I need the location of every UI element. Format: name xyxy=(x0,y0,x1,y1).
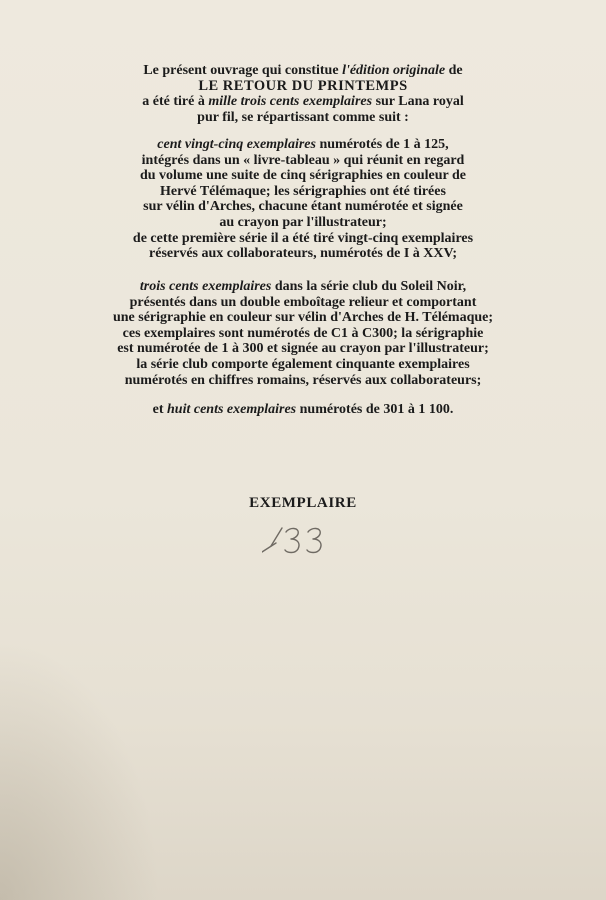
section1-line: réservés aux collaborateurs, numérotés de I à XXV; xyxy=(149,246,457,262)
section1-text: numérotés de 1 à 125, xyxy=(315,137,449,152)
section2-line: une sérigraphie en couleur sur vélin d'Arches de H. Télémaque; xyxy=(112,310,494,326)
section3-line xyxy=(0,402,606,418)
section2-line: présentés dans un double emboîtage relieur et comportant xyxy=(129,294,477,310)
exemplaire-label: EXEMPLAIRE xyxy=(249,495,357,511)
section-serie-courante xyxy=(0,402,606,418)
section1-line: intégrés dans un « livre-tableau » qui réunit en regard xyxy=(141,152,465,168)
section1-line-1 xyxy=(0,137,606,153)
intro-text: Le présent ouvrage qui constitue xyxy=(143,63,343,78)
section-livre-tableau xyxy=(0,137,606,262)
section2-line: la série club comporte également cinquante exemplaires xyxy=(136,356,470,372)
section3-emphasis: huit cents exemplaires xyxy=(167,402,297,417)
handwritten-number-glyphs xyxy=(262,522,342,558)
intro-line-1 xyxy=(0,63,606,79)
section3-text: et xyxy=(152,402,168,417)
intro-emphasis: l'édition originale xyxy=(342,63,446,78)
intro-text: de xyxy=(445,63,463,78)
section2-line: numérotés en chiffres romains, réservés aux collaborateurs; xyxy=(124,372,482,388)
section2-line: est numérotée de 1 à 300 et signée au crayon par l'illustrateur; xyxy=(117,341,489,357)
intro-line-4: pur fil, se répartissant comme suit : xyxy=(197,109,409,125)
book-title: LE RETOUR DU PRINTEMPS xyxy=(198,77,408,94)
section3-text: numérotés de 301 à 1 100. xyxy=(296,402,454,417)
section-serie-club xyxy=(0,279,606,388)
section1-line: au crayon par l'illustrateur; xyxy=(219,214,387,230)
handwritten-number xyxy=(262,522,342,563)
intro-emphasis: mille trois cents exemplaires xyxy=(208,94,373,110)
section2-emphasis: trois cents exemplaires xyxy=(139,279,272,294)
intro-text: a été tiré à xyxy=(142,94,209,110)
intro-paragraph xyxy=(0,63,606,125)
section1-emphasis: cent vingt-cinq exemplaires xyxy=(157,137,316,152)
section1-line: de cette première série il a été tiré vingt-cinq exemplaires xyxy=(132,230,474,246)
section2-line: ces exemplaires sont numérotés de C1 à C300; la sérigraphie xyxy=(122,325,484,341)
section2-text: dans la série club du Soleil Noir, xyxy=(271,279,467,294)
intro-line-3 xyxy=(0,94,606,110)
section1-line: du volume une suite de cinq sérigraphies en couleur de xyxy=(139,168,467,184)
section1-line: Hervé Télémaque; les sérigraphies ont été tirées xyxy=(160,183,446,199)
section1-line: sur vélin d'Arches, chacune étant numérotée et signée xyxy=(143,199,463,215)
section2-line-1 xyxy=(0,279,606,295)
page-shadow xyxy=(0,640,160,900)
intro-text: sur Lana royal xyxy=(372,94,464,110)
